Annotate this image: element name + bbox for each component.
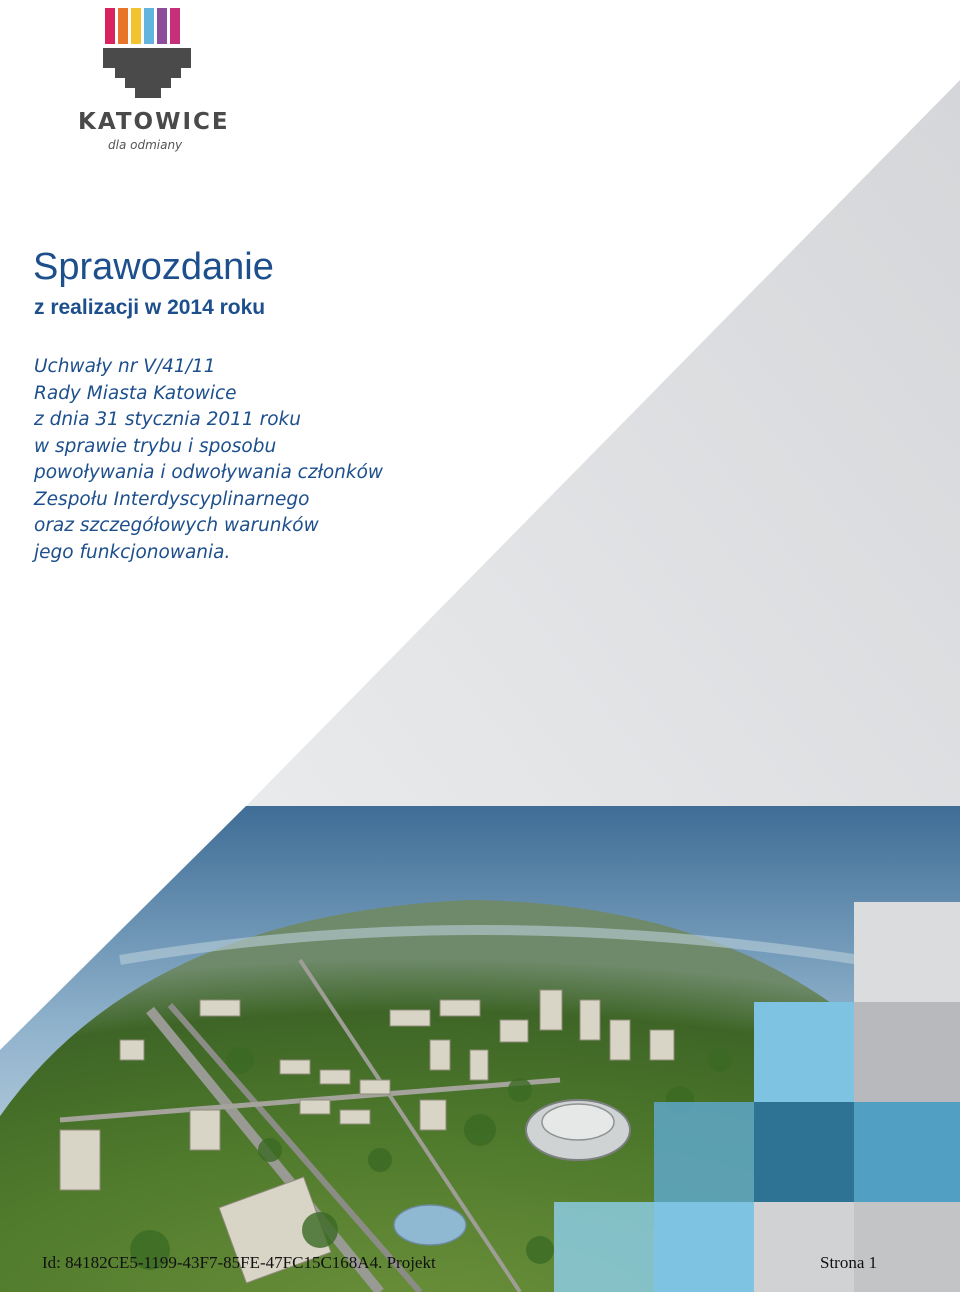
description-line: jego funkcjonowania. — [34, 541, 231, 563]
description-line: oraz szczegółowych warunków — [34, 515, 319, 536]
description-line: Rady Miasta Katowice — [34, 382, 237, 404]
description-line: powoływania i odwoływania członków — [34, 462, 384, 483]
page-subtitle: z realizacji w 2014 roku — [34, 296, 266, 319]
page-number-footer: Strona 1 — [820, 1253, 878, 1272]
description-line: Zespołu Interdyscyplinarnego — [34, 488, 310, 510]
description-line: w sprawie trybu i sposobu — [34, 435, 277, 457]
page-title: Sprawozdanie — [33, 246, 274, 288]
resolution-description — [34, 354, 383, 566]
logo-tagline: dla odmiany — [108, 138, 183, 152]
description-line: z dnia 31 stycznia 2011 roku — [34, 409, 301, 430]
description-line: Uchwały nr V/41/11 — [34, 356, 216, 377]
logo-wordmark: KATOWICE — [78, 109, 230, 135]
document-id-footer: Id: 84182CE5-1199-43F7-85FE-47FC15C168A4. Projekt — [42, 1253, 436, 1272]
